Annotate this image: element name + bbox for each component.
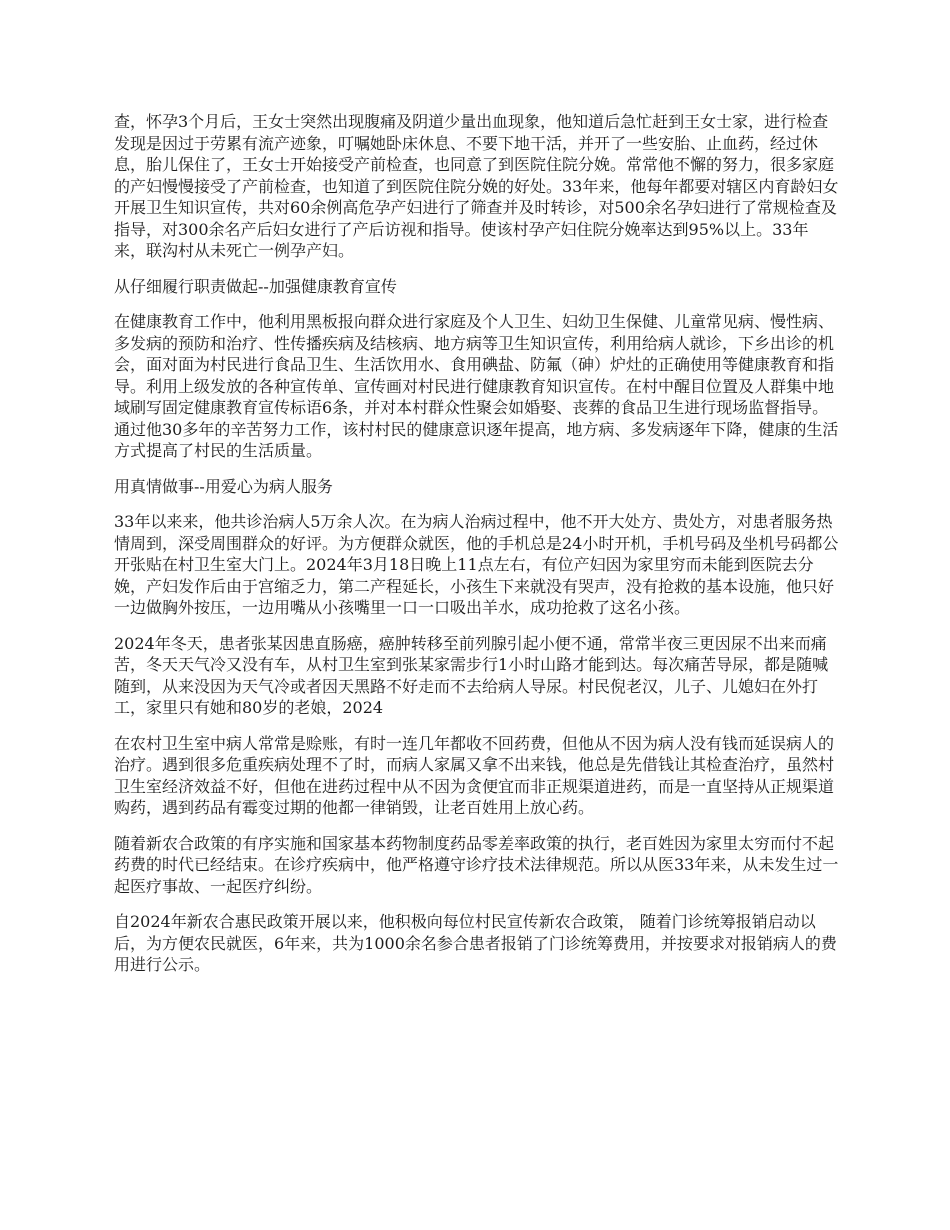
paragraph-reimbursement: 自2024年新农合惠民政策开展以来，他积极向每位村民宣传新农合政策， 随着门诊统筹报销启动以后，为方便农民就医，6年来，共为1000余名参合患者报销了门诊统筹费用，并按要求对报销病人的费用进行公示。 — [114, 912, 837, 974]
paragraph-winter-case: 2024年冬天，患者张某因患直肠癌，癌肿转移至前列腺引起小便不通，常常半夜三更因尿不出来而痛苦，冬天天气冷又没有车，从村卫生室到张某家需步行1小时山路才能到达。每次痛苦导尿，都是随喊随到，从来没因为天气冷或者因天黑路不好走而不去给病人导尿。村民倪老汉，儿子、儿媳妇在外打工，家里只有她和80岁的老娘，2024 — [114, 633, 829, 717]
document-body — [114, 111, 840, 990]
paragraph-patient-service: 33年以来来，他共诊治病人5万余人次。在为病人治病过程中，他不开大处方、贵处方，对患者服务热情周到，深受周围群众的好评。为方便群众就医，他的手机总是24小时开机，手机号码及坐机号码都公开张贴在村卫生室大门上。2024年3月18日晚上11点左右，有位产妇因为家里穷而未能到医院去分娩，产妇发作后由于宫缩乏力，第二产程延长，小孩生下来就没有哭声，没有抢救的基本设施，他只好一边做胸外按压，一边用嘴从小孩嘴里一口一口吸出羊水，成功抢救了这名小孩。 — [114, 512, 839, 617]
paragraph-credit-and-drugs: 在农村卫生室中病人常常是赊账，有时一连几年都收不回药费，但他从不因为病人没有钱而延误病人的治疗。遇到很多危重疾病处理不了时，而病人家属又拿不出来钱，他总是先借钱让其检查治疗，虽然村卫生室经济效益不好，但他在进药过程中从不因为贪便宜而非正规渠道进药，而是一直坚持从正规渠道购药，遇到药品有霉变过期的他都一律销毁，让老百姓用上放心药。 — [114, 733, 835, 817]
paragraph-prenatal-care: 查，怀孕3个月后，王女士突然出现腹痛及阴道少量出血现象，他知道后急忙赶到王女士家，进行检查发现是因过于劳累有流产迹象，叮嘱她卧床休息、不要下地干活，并开了一些安胎、止血药，经过休息，胎儿保住了，王女士开始接受产前检查，也同意了到医院住院分娩。常常他不懈的努力，很多家庭的产妇慢慢接受了产前检查，也知道了到医院住院分娩的好处。33年来，他每年都要对辖区内育龄妇女开展卫生知识宣传，共对60余例高危孕产妇进行了筛查并及时转诊，对500余名孕妇进行了常规检查及指导，对300余名产后妇女进行了产后访视和指导。使该村孕产妇住院分娩率达到95%以上。33年来，联沟村从未死亡一例孕产妇。 — [114, 112, 839, 260]
paragraph-policy: 随着新农合政策的有序实施和国家基本药物制度药品零差率政策的执行，老百姓因为家里太穷而付不起药费的时代已经结束。在诊疗疾病中，他严格遵守诊疗技术法律规范。所以从医33年来，从未发生过一起医疗事故、一起医疗纠纷。 — [114, 833, 839, 896]
section-heading-patient-service: 用真情做事--用爱心为病人服务 — [114, 476, 333, 496]
paragraph-health-education: 在健康教育工作中，他利用黑板报向群众进行家庭及个人卫生、妇幼卫生保健、儿童常见病、慢性病、多发病的预防和治疗、性传播疾病及结核病、地方病等卫生知识宣传，利用给病人就诊，下乡出诊的机会，面对面为村民进行食品卫生、生活饮用水、食用碘盐、防氟（砷）炉灶的正确使用等健康教育和指导。利用上级发放的各种宣传单、宣传画对村民进行健康教育知识宣传。在村中醒目位置及人群集中地域刷写固定健康教育宣传标语6条，并对本村群众性聚会如婚娶、丧葬的食品卫生进行现场监督指导。通过他30多年的辛苦努力工作，该村村民的健康意识逐年提高，地方病、多发病逐年下降，健康的生活方式提高了村民的生活质量。 — [114, 312, 839, 460]
section-heading-health-education: 从仔细履行职责做起--加强健康教育宣传 — [114, 276, 397, 296]
